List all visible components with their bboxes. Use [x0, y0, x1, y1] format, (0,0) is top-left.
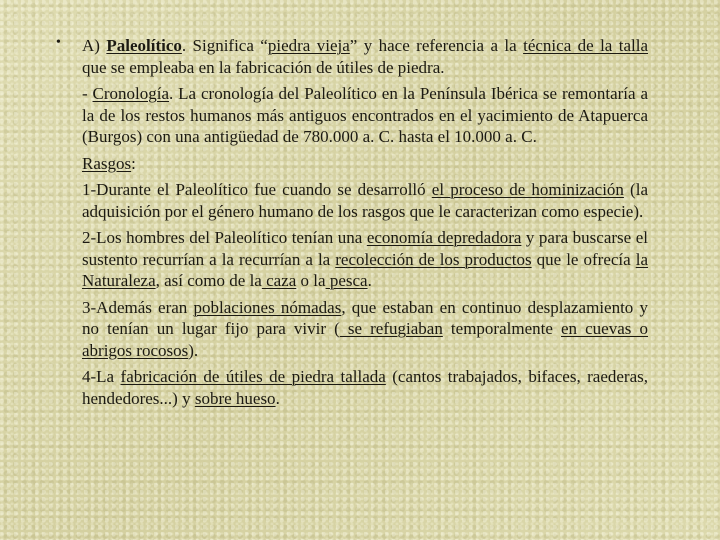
term-recoleccion: recolección de los productos: [335, 249, 532, 269]
chronology-prefix: -: [82, 84, 93, 103]
paragraph-trait-4: [82, 366, 648, 409]
trait1-text-b: (la adquisición por el género humano de los rasgos que le caracterizan como especie).: [82, 180, 648, 221]
term-sobre-hueso: sobre hueso: [194, 388, 276, 408]
trait3-text-b: , que estaban en continuo desplazamiento y no tenían un lugar fijo para vivir (: [82, 297, 648, 338]
term-rasgos: Rasgos: [82, 153, 132, 173]
term-pesca: pesca: [325, 271, 368, 290]
term-caza: caza: [261, 271, 297, 290]
trait3-text-a: 3-Además eran: [82, 297, 194, 317]
term-paleolitico: Paleolítico: [106, 36, 182, 55]
intro-text-3: que se empleaba en la fabricación de útiles de piedra.: [82, 57, 445, 77]
term-hominizacion: el proceso de hominización: [431, 180, 624, 199]
intro-text-2: ” y hace referencia a la: [349, 36, 524, 55]
intro-text-1: . Significa “: [181, 36, 268, 55]
term-poblaciones-nomadas: poblaciones nómadas: [193, 297, 342, 317]
bullet-marker: •: [56, 35, 61, 50]
trait3-text-d: ).: [188, 340, 199, 360]
chronology-text: . La cronología del Paleolítico en la Península Ibérica se remontaría a la de los restos humanos más antiguos encontrados en el yacimiento de Atapuerca (Burgos) con una antigüedad de 780.000 a. C. hasta el 10.000 a. C.: [82, 84, 648, 146]
term-se-refugiaban: se refugiaban: [339, 319, 443, 338]
term-cuevas-abrigos: en cuevas o abrigos rocosos: [82, 319, 648, 360]
traits-colon: :: [131, 153, 136, 173]
term-piedra-vieja: piedra vieja: [267, 36, 350, 55]
trait2-text-f: .: [367, 271, 372, 290]
trait4-text-c: .: [275, 388, 280, 408]
trait2-text-a: 2-Los hombres del Paleolítico tenían una: [82, 228, 367, 247]
paragraph-trait-3: [82, 297, 648, 362]
trait4-text-a: 4-La: [82, 367, 121, 386]
paragraph-chronology: [82, 83, 648, 148]
term-tecnica-talla: técnica de la talla: [523, 36, 649, 55]
intro-prefix: A): [82, 36, 107, 55]
paragraph-trait-2: [82, 227, 648, 292]
paragraph-trait-1: [82, 179, 648, 222]
trait2-text-b: y para buscarse el sustento recurrían a la recurrían a la: [82, 228, 648, 269]
term-economia-depredadora: economía depredadora: [366, 228, 522, 247]
trait2-text-c: que le ofrecía: [531, 249, 636, 269]
trait1-text-a: 1-Durante el Paleolítico fue cuando se desarrolló: [82, 180, 432, 199]
paragraph-traits-heading: [82, 153, 648, 175]
trait2-text-e: o la: [296, 271, 326, 290]
term-utiles-piedra-tallada: fabricación de útiles de piedra tallada: [120, 367, 386, 386]
term-naturaleza: la Naturaleza: [82, 249, 649, 290]
slide-content: [82, 35, 648, 409]
trait3-text-c: temporalmente: [442, 319, 561, 338]
term-cronologia: Cronología: [92, 84, 170, 103]
trait2-text-d: , así como de la: [155, 271, 262, 290]
trait4-text-b: (cantos trabajados, bifaces, raederas, hendedores...) y: [82, 367, 648, 408]
paragraph-intro: [82, 35, 648, 78]
